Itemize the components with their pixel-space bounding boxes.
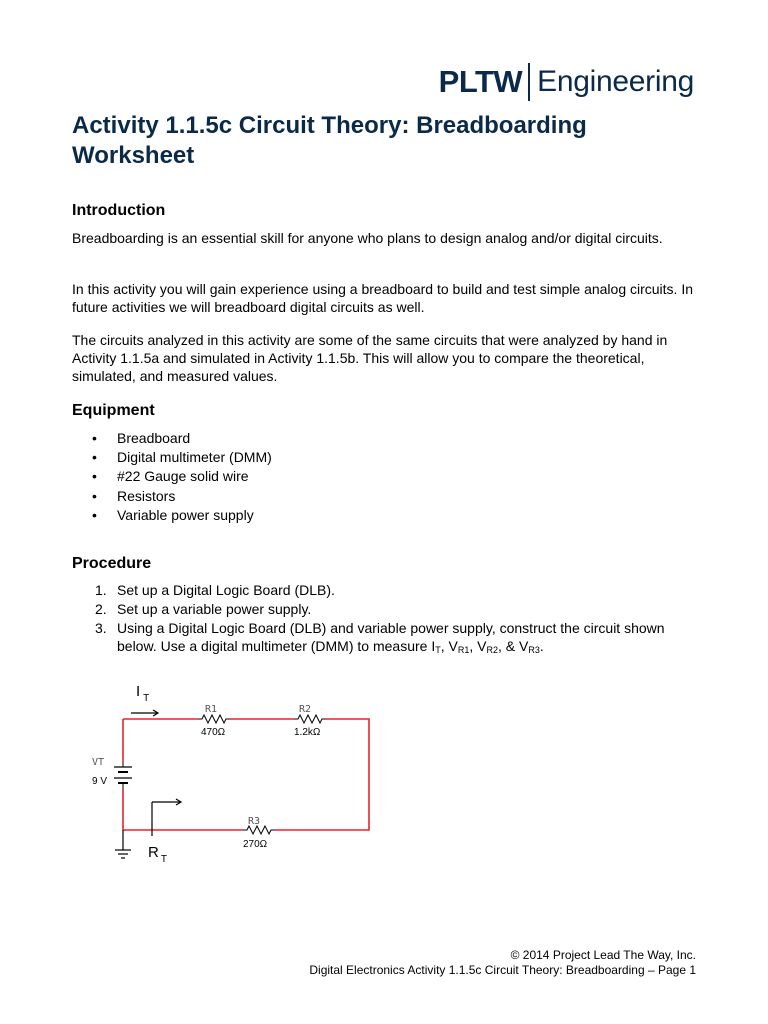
step-number: 3.	[95, 620, 107, 636]
equipment-item: • Resistors	[72, 487, 272, 506]
r1-name-label: R1	[205, 704, 218, 715]
it-label: I $_T$	[136, 683, 150, 704]
step-text: Set up a variable power supply.	[117, 601, 312, 617]
resistor-r2-symbol	[294, 715, 326, 723]
circuit-wires	[123, 719, 369, 830]
source-value-label: 9 V	[92, 776, 108, 787]
equipment-item: • Variable power supply	[72, 506, 272, 525]
source-name-label: VT	[92, 757, 105, 768]
equipment-item: • Digital multimeter (DMM)	[72, 448, 272, 467]
r2-name-label: R2	[299, 704, 312, 715]
intro-paragraph-1: Breadboarding is an essential skill for anyone who plans to design analog and/or digital circuits.	[72, 230, 663, 246]
battery-symbol	[114, 762, 132, 789]
step-number: 2.	[95, 601, 107, 617]
r3-name-label: R3	[248, 816, 261, 827]
page-footer	[309, 948, 696, 978]
r3-value-label: 270Ω	[243, 839, 268, 850]
wire-bottom	[123, 789, 243, 830]
resistor-r3-symbol	[243, 826, 275, 834]
introduction-heading: Introduction	[72, 202, 166, 219]
wire-right	[275, 719, 369, 830]
logo-subtitle: Engineering	[537, 65, 694, 98]
equipment-item: • #22 Gauge solid wire	[72, 467, 272, 486]
page-title: Activity 1.1.5c Circuit Theory: Breadboarding Worksheet	[72, 112, 587, 169]
ground-symbol	[115, 830, 131, 858]
copyright-text: © 2014 Project Lead The Way, Inc.	[510, 948, 696, 962]
procedure-heading: Procedure	[72, 555, 152, 572]
page-info-text: Digital Electronics Activity 1.1.5c Circuit Theory: Breadboarding – Page 1	[309, 963, 696, 977]
current-arrow-icon	[131, 710, 158, 716]
intro-paragraph-2: In this activity you will gain experience using a breadboard to build and test simple analog circuits. In future activities we will breadboard digital circuits as well.	[72, 281, 694, 315]
r1-value-label: 470Ω	[201, 727, 226, 738]
r2-value-label: 1.2kΩ	[294, 727, 321, 738]
resistor-r1-symbol	[198, 715, 230, 723]
step-text: Using a Digital Logic Board (DLB) and variable power supply, construct the circuit shown below. Use a digital multimeter (DMM) to measure $I_T$, $V_{R1}$, $V_{R2}$, & $V_{R3}$.	[117, 620, 665, 655]
logo-brand: PLTW	[438, 64, 523, 99]
rt-label: R $_T$	[148, 844, 167, 865]
step-number: 1.	[95, 582, 107, 598]
equipment-item: • Breadboard	[72, 429, 272, 448]
equipment-heading: Equipment	[72, 402, 155, 419]
step-text: Set up a Digital Logic Board (DLB).	[117, 582, 335, 598]
intro-paragraph-3: The circuits analyzed in this activity are some of the same circuits that were analyzed by hand in Activity 1.1.5a and simulated in Activity 1.1.5b. This will allow you to compare the theoretical, simulated, and measured values.	[72, 332, 668, 384]
